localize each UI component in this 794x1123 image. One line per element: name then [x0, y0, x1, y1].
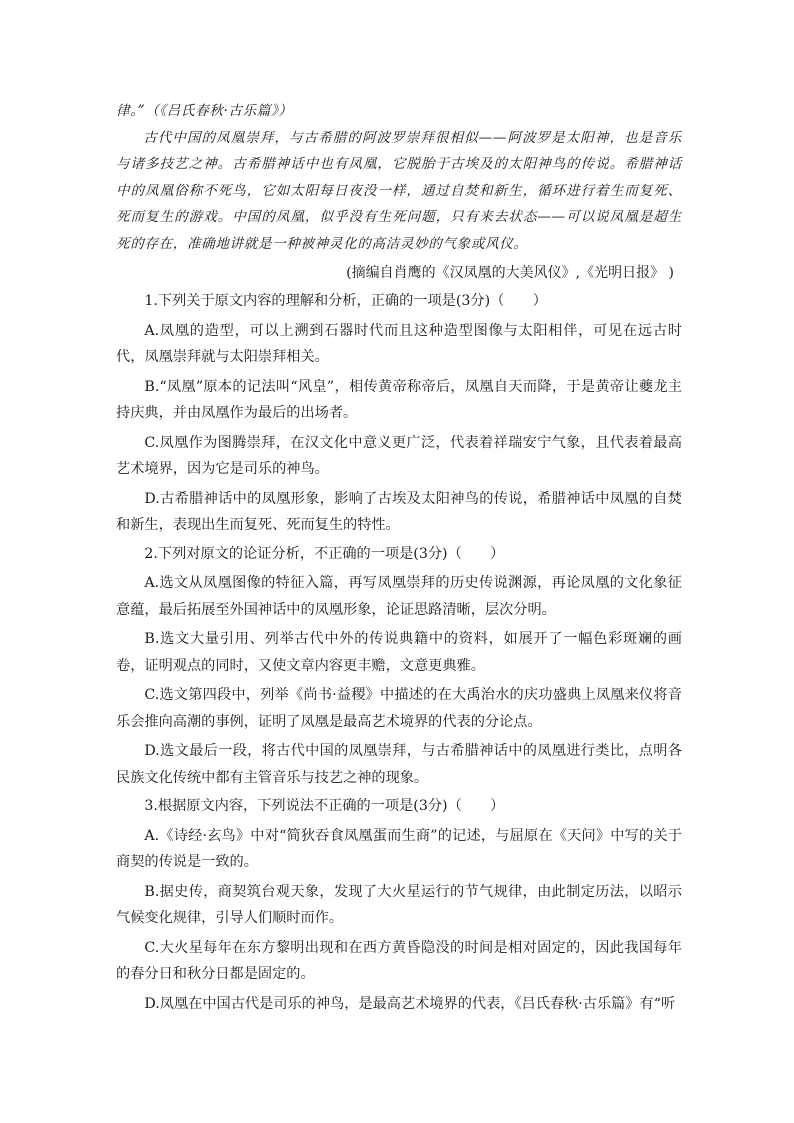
document-page [116, 98, 682, 1017]
option-a: A.选文从凤凰图像的特征入篇，再写凤凰崇拜的历史传说渊源，再论凤凰的文化象征意蕴，最后拓展至外国神话中的凤凰形象，论证思路清晰，层次分明。 [116, 575, 682, 618]
option-b: B.据史传，商契筑台观天象，发现了大火星运行的节气规律，由此制定历法，以昭示气候变化规律，引导人们顺时而作。 [116, 883, 682, 926]
option-b: B.“凤凰”原本的记法叫“风皇”，相传黄帝称帝后，凤凰自天而降，于是黄帝让夔龙主持庆典，并由凤凰作为最后的出场者。 [116, 378, 682, 421]
passage-continuation-line: 律。”（《吕氏春秋·古乐篇》） [116, 103, 293, 119]
option-a: A.凤凰的造型，可以上溯到石器时代而且这种造型图像与太阳相伴，可见在远古时代，凤凰崇拜就与太阳崇拜相关。 [116, 322, 682, 365]
option-c: C.选文第四段中，列举《尚书·益稷》中描述的在大禹治水的庆功盛典上凤凰来仪将音乐会推向高潮的事例，证明了凤凰是最高艺术境界的代表的分论点。 [116, 687, 682, 730]
option-d: D.选文最后一段，将古代中国的凤凰崇拜，与古希腊神话中的凤凰进行类比，点明各民族文化传统中都有主管音乐与技艺之神的现象。 [116, 743, 682, 786]
passage-paragraph: 古代中国的凤凰崇拜，与古希腊的阿波罗崇拜很相似——阿波罗是太阳神，也是音乐与诸多技艺之神。古希腊神话中也有凤凰，它脱胎于古埃及的太阳神鸟的传说。希腊神话中的凤凰俗称不死鸟，它如太阳每日夜没一样，通过自焚和新生，循环进行着生而复死、死而复生的游戏。中国的凤凰，似乎没有生死问题，只有来去状态——可以说凤凰是超生死的存在，准确地讲就是一种被神灵化的高洁灵妙的气象或风仪。 [116, 129, 682, 252]
option-c: C.大火星每年在东方黎明出现和在西方黄昏隐没的时间是相对固定的，因此我国每年的春分日和秋分日都是固定的。 [116, 939, 682, 982]
passage-source: (摘编自肖鹰的《汉凤凰的大美风仪》,《光明日报》 ) [346, 265, 674, 281]
question-1 [116, 288, 682, 539]
question-3 [116, 793, 682, 1017]
option-d: D.古希腊神话中的凤凰形象，影响了古埃及太阳神鸟的传说，希腊神话中凤凰的自焚和新生，表现出生而复死、死而复生的特性。 [116, 490, 682, 533]
question-2 [116, 541, 682, 792]
option-d: D.凤凰在中国古代是司乐的神鸟，是最高艺术境界的代表，《吕氏春秋·古乐篇》有“听 [144, 995, 676, 1012]
option-a: A.《诗经·玄鸟》中对“简狄吞食凤凰蛋而生商”的记述，与屈原在《天问》中写的关于商契的传说是一致的。 [116, 827, 682, 870]
option-c: C.凤凰作为图腾崇拜，在汉文化中意义更广泛，代表着祥瑞安宁气象，且代表着最高艺术境界，因为它是司乐的神鸟。 [116, 434, 682, 477]
question-stem: 3.根据原文内容，下列说法不正确的一项是(3分)（ ） [144, 798, 505, 814]
question-stem: 1.下列关于原文内容的理解和分析，正确的一项是(3分)（ ） [144, 293, 547, 309]
question-stem: 2.下列对原文的论证分析，不正确的一项是(3分)（ ） [144, 545, 505, 562]
option-b: B.选文大量引用、列举古代中外的传说典籍中的资料，如展开了一幅色彩斑斓的画卷，证明观点的同时，又使文章内容更丰赡，文意更典雅。 [116, 631, 682, 674]
